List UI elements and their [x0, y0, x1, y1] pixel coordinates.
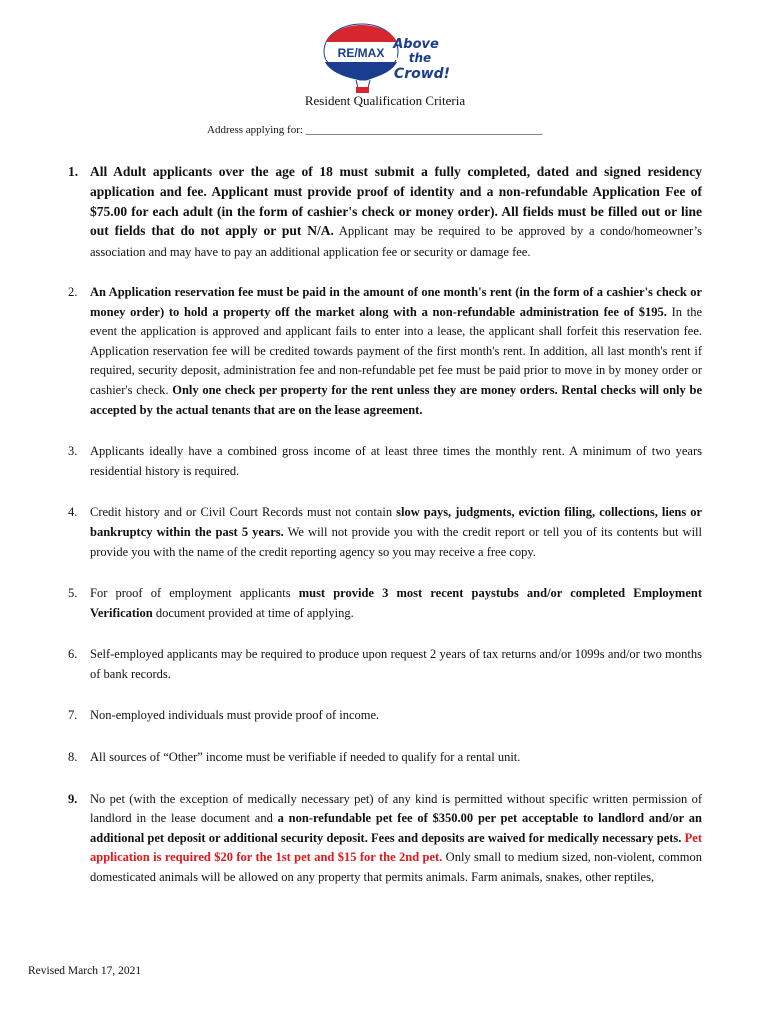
item-text: Applicant may be required to be approved by a condo/homeowner’s association and may have to pay an additional application fee or security or damage fee.	[90, 224, 702, 260]
item-text: Only small to medium sized, non-violent, common domesticated animals will be allowed on any property that permits animals. Farm animals, snakes, other reptiles,	[90, 850, 702, 885]
item-text: a non-refundable pet fee of $350.00 per pet acceptable to landlord and/or an additional pet deposit or additional security deposit. Fees and deposits are waived for medically necessary pets.	[90, 811, 702, 845]
criteria-item	[68, 283, 702, 420]
item-text: Applicants ideally have a combined gross income of at least three times the monthly rent. A minimum of two years residential history is required.	[90, 444, 702, 478]
criteria-item	[68, 706, 702, 726]
address-line	[207, 124, 542, 136]
item-number: 5.	[68, 586, 78, 601]
item-text: In the event the application is approved and applicant fails to enter into a lease, the applicant shall forfeit this reservation fee. Application reservation fee will be credited towards payment of the first month's rent. In addition, all last month's rent if required, security deposit, administration fee and non-refundable pet fee must be paid prior to move in by money order or cashier's check.	[90, 304, 702, 397]
item-text: All Adult applicants over the age of 18 must submit a fully completed, dated and signed residency application and fee. Applicant must provide proof of identity and a non-refundable Application Fee of $75.00 for each adult (in the form of cashier's check or money order). All fields must be filled out or line out fields that do not apply or put N/A.	[90, 164, 702, 239]
item-text: Only one check per property for the rent unless they are money orders. Rental checks will only be accepted by the actual tenants that are on the lease agreement.	[90, 382, 702, 417]
item-number: 4.	[68, 505, 78, 520]
criteria-item	[68, 584, 702, 623]
address-label: Address applying for:	[207, 124, 303, 136]
item-number: 6.	[68, 647, 78, 662]
item-text: slow pays, judgments, eviction filing, collections, liens or bankruptcy within the past 5 years.	[90, 505, 702, 539]
slogan-line2: the	[408, 51, 432, 65]
item-number: 9.	[68, 791, 78, 806]
criteria-item	[68, 503, 702, 562]
slogan-line3: Crowd!	[393, 66, 450, 82]
item-number: 2.	[68, 284, 78, 299]
item-text: must provide 3 most recent paystubs and/or completed Employment Verification	[90, 586, 702, 620]
item-text: An Application reservation fee must be paid in the amount of one month's rent (in the form of a cashier's check or money order) to hold a property off the market along with a non-refundable administration fee of $195.	[90, 284, 702, 319]
criteria-item	[68, 748, 702, 768]
revision-date: Revised March 17, 2021	[28, 965, 142, 977]
item-number: 7.	[68, 708, 78, 723]
page-title: Resident Qualification Criteria	[304, 93, 466, 108]
item-text: Credit history and or Civil Court Records must not contain	[90, 505, 397, 520]
criteria-item	[68, 790, 702, 888]
item-number: 3.	[68, 444, 78, 459]
item-text: We will not provide you with the credit report or tell you of its contents but will provide you with the name of the credit reporting agency so you may receive a free copy.	[90, 524, 702, 559]
brand-text: RE/MAX	[337, 46, 385, 60]
criteria-item	[68, 442, 702, 481]
item-text: All sources of “Other” income must be verifiable if needed to qualify for a rental unit.	[90, 750, 521, 765]
item-text: Self-employed applicants may be required to produce upon request 2 years of tax returns and/or 1099s and/or two months of bank records.	[90, 647, 702, 681]
criteria-list	[68, 162, 702, 888]
item-number: 1.	[68, 164, 79, 179]
item-text: No pet (with the exception of medically necessary pet) of any kind is permitted without specific written permission of landlord in the lease document and	[90, 791, 702, 826]
item-text: Pet application is required $20 for the 1st pet and $15 for the 2nd pet.	[90, 830, 702, 865]
criteria-item	[68, 162, 702, 263]
item-text: For proof of employment applicants	[90, 586, 299, 601]
item-number: 8.	[68, 750, 78, 765]
remax-balloon-logo	[318, 22, 450, 94]
slogan-line1: Above	[393, 37, 439, 52]
item-text: Non-employed individuals must provide proof of income.	[90, 708, 380, 723]
criteria-item	[68, 645, 702, 684]
address-field[interactable]: ___________________________________________	[305, 124, 543, 136]
item-text: document provided at time of applying.	[152, 605, 354, 620]
